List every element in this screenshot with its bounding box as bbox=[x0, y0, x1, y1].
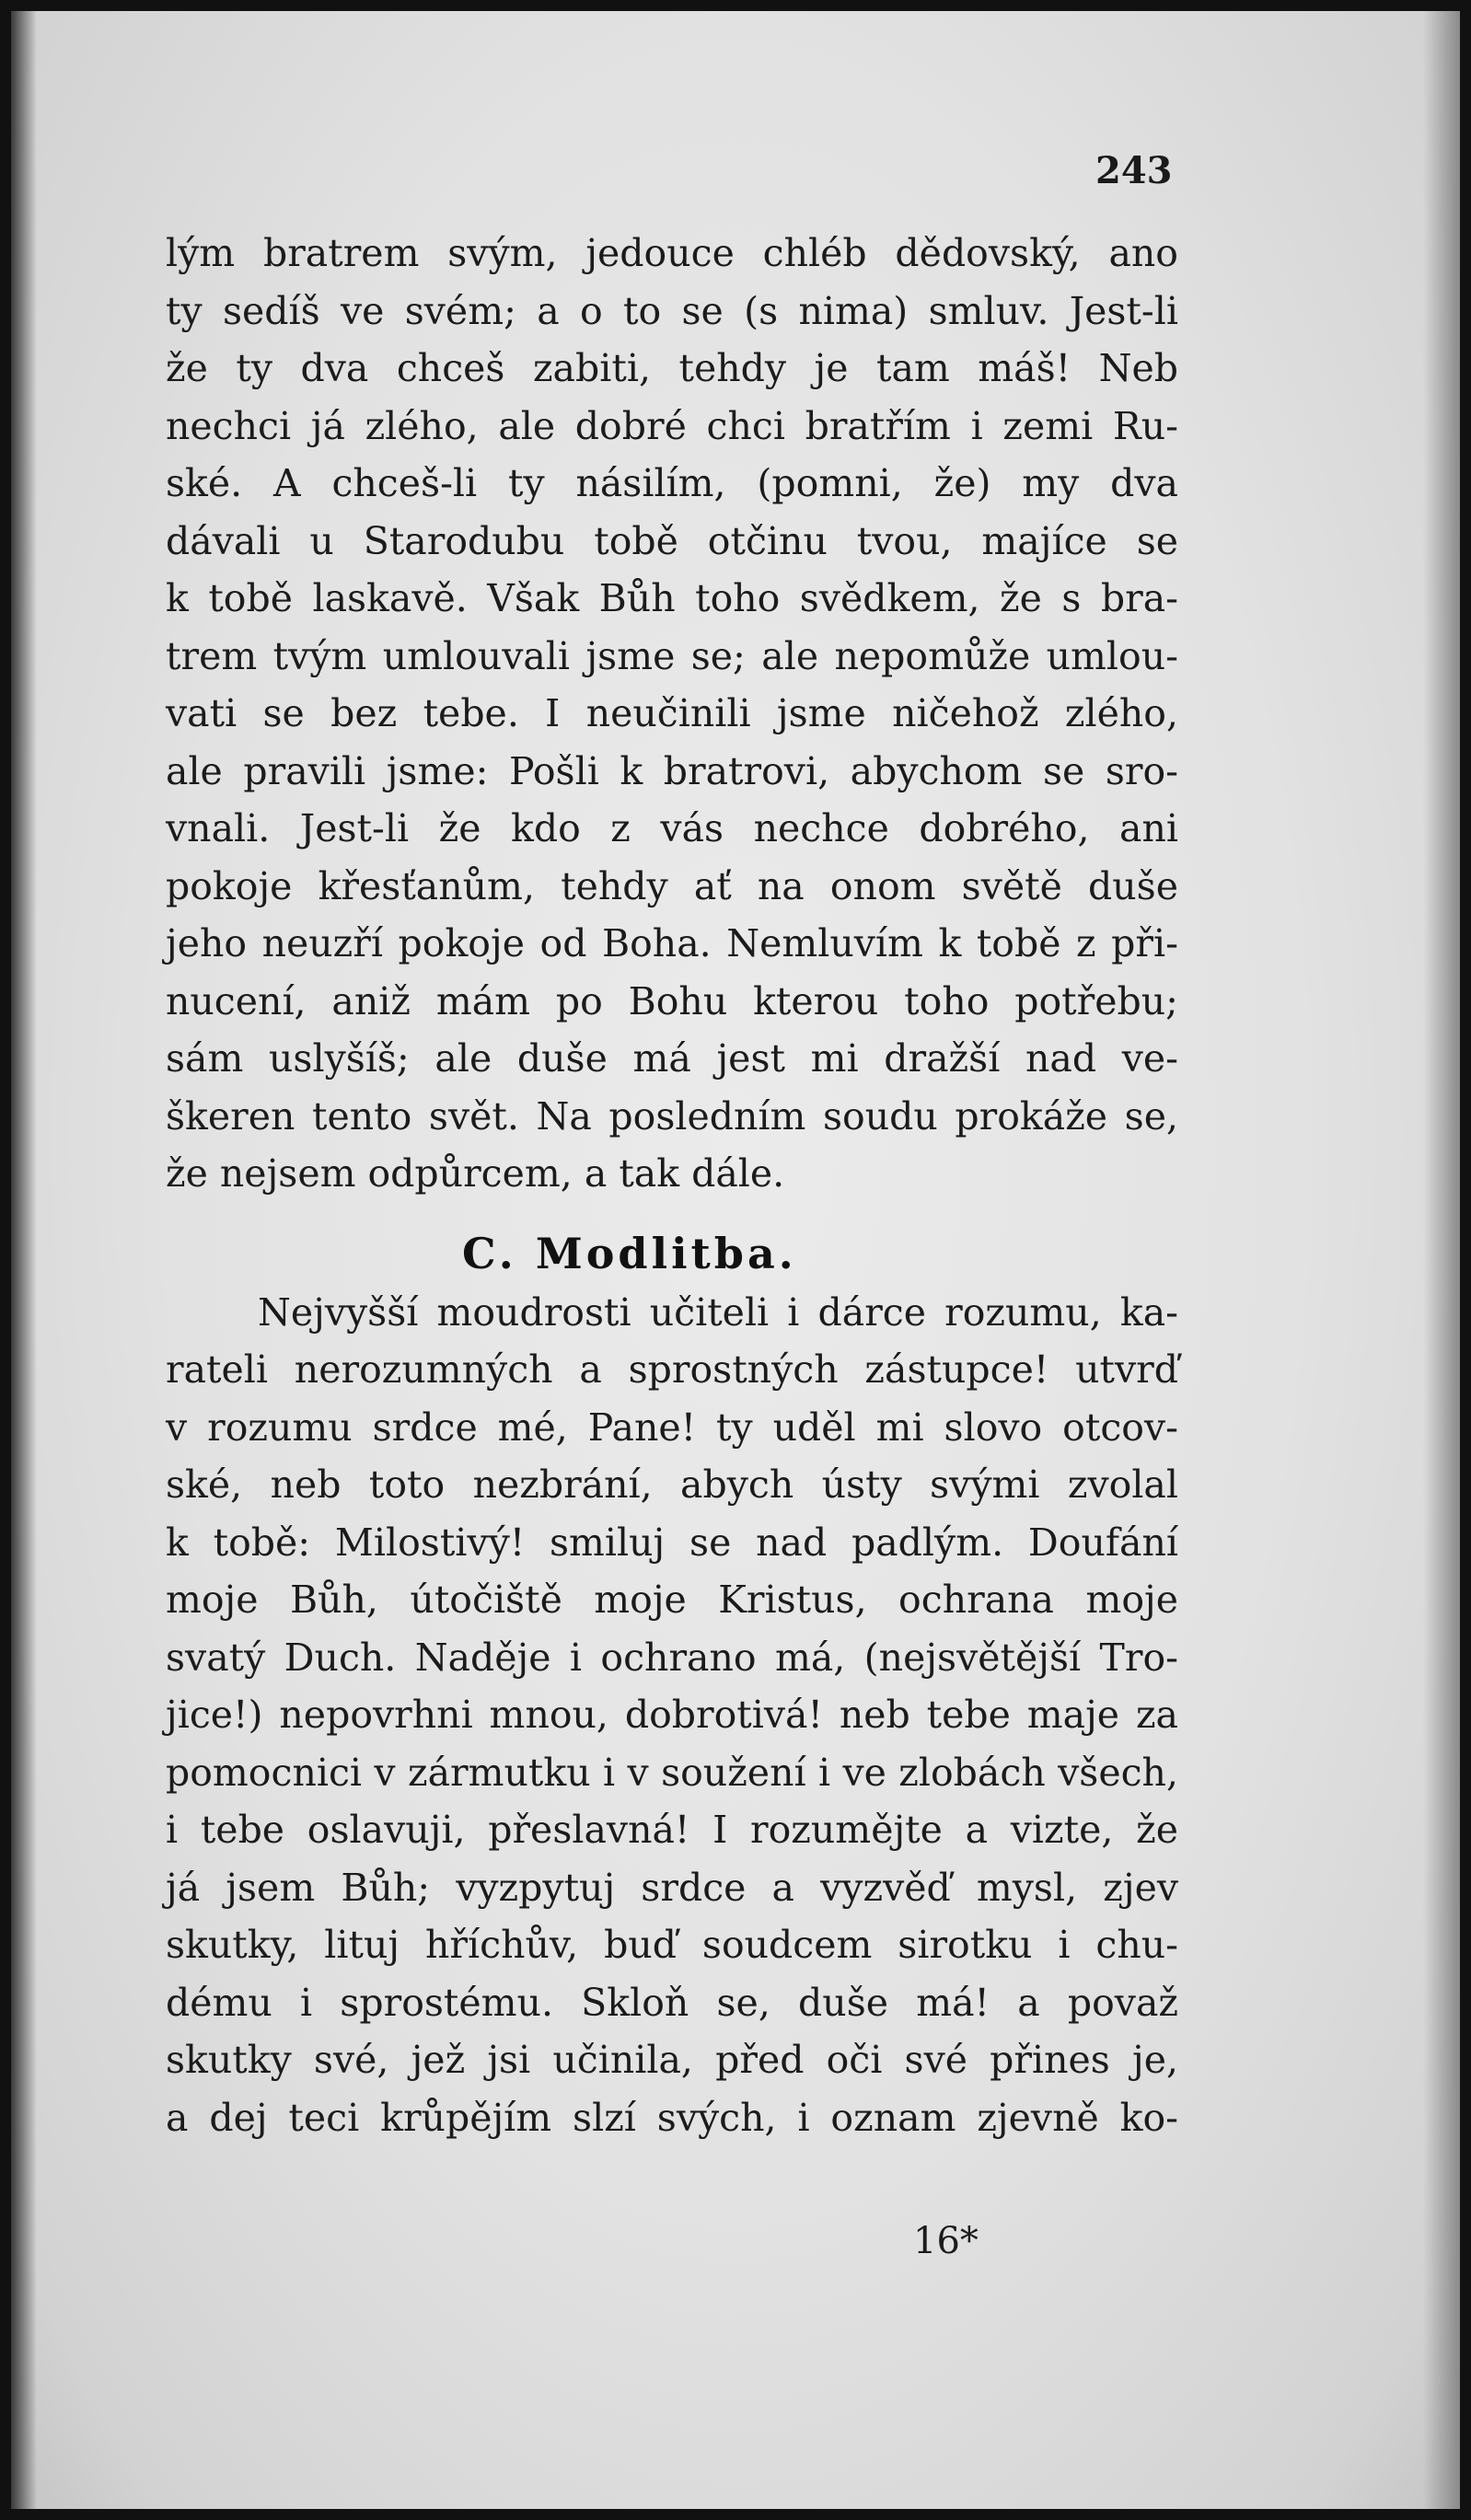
text-line: ské, neb toto nezbrání, abych ústy svými zvolal bbox=[166, 1462, 1178, 1507]
text-line: sám uslyšíš; ale duše má jest mi dražší nad ve- bbox=[166, 1036, 1178, 1081]
text-line: jeho neuzří pokoje od Boha. Nemluvím k tobě z při- bbox=[166, 921, 1178, 965]
page-number: 243 bbox=[1095, 149, 1173, 192]
text-line: skutky, lituj hříchův, buď soudcem sirotku i chu- bbox=[166, 1923, 1178, 1967]
text-line: k tobě laskavě. Však Bůh toho svědkem, že s bra- bbox=[166, 576, 1178, 620]
text-line: škeren tento svět. Na posledním soudu prokáže se, bbox=[166, 1093, 1178, 1139]
text-line: v rozumu srdce mé, Pane! ty uděl mi slovo otcov- bbox=[166, 1404, 1178, 1450]
text-line: ské. A chceš-li ty násilím, (pomni, že) my dva bbox=[166, 461, 1178, 505]
text-line: dému i sprostému. Skloň se, duše má! a považ bbox=[166, 1980, 1178, 2025]
body-text bbox=[166, 225, 1178, 2146]
text-line: trem tvým umlouvali jsme se; ale nepomůže umlou- bbox=[166, 633, 1178, 678]
text-line: i tebe oslavuji, přeslavná! I rozumějte a vizte, že bbox=[166, 1808, 1178, 1852]
text-line: k tobě: Milostivý! smiluj se nad padlým. Doufání bbox=[166, 1520, 1178, 1565]
signature-mark: 16* bbox=[913, 2220, 979, 2262]
text-line: že nejsem odpůrcem, a tak dále. bbox=[166, 1151, 785, 1196]
scanned-page bbox=[11, 11, 1460, 2509]
text-line: moje Bůh, útočiště moje Kristus, ochrana moje bbox=[166, 1578, 1178, 1622]
text-line: nucení, aniž mám po Bohu kterou toho potřebu; bbox=[166, 978, 1178, 1023]
edge-shadow bbox=[1423, 11, 1460, 2509]
text-line: vati se bez tebe. I neučinili jsme ničehož zlého, bbox=[166, 691, 1178, 735]
binding-shadow bbox=[11, 11, 37, 2509]
text-line: Nejvyšší moudrosti učiteli i dárce rozumu, ka- bbox=[258, 1289, 1178, 1335]
text-line: jice!) nepovrhni mnou, dobrotivá! neb tebe maje za bbox=[166, 1693, 1178, 1737]
text-line: rateli nerozumných a sprostných zástupce! utvrď bbox=[166, 1347, 1178, 1392]
text-line: pomocnici v zármutku i v soužení i ve zlobách všech, bbox=[166, 1750, 1178, 1795]
text-line: a dej teci krůpějím slzí svých, i oznam zjevně ko- bbox=[166, 2095, 1178, 2140]
text-line: pokoje křesťanům, tehdy ať na onom světě duše bbox=[166, 863, 1178, 908]
text-line: já jsem Bůh; vyzpytuj srdce a vyzvěď mysl, zjev bbox=[166, 1865, 1178, 1910]
text-line: vnali. Jest-li že kdo z vás nechce dobrého, ani bbox=[166, 806, 1178, 850]
text-line: nechci já zlého, ale dobré chci bratřím i zemi Ru- bbox=[166, 403, 1178, 448]
text-line: lým bratrem svým, jedouce chléb dědovský, ano bbox=[166, 231, 1178, 275]
text-line: ty sedíš ve svém; a o to se (s nima) smluv. Jest-li bbox=[166, 288, 1178, 333]
text-line: že ty dva chceš zabiti, tehdy je tam máš! Neb bbox=[166, 346, 1178, 390]
section-heading: C. Modlitba. bbox=[462, 1228, 797, 1278]
text-line: dávali u Starodubu tobě otčinu tvou, majíce se bbox=[166, 518, 1178, 563]
text-line: ale pravili jsme: Pošli k bratrovi, abychom se sro- bbox=[166, 748, 1178, 793]
text-line: skutky své, jež jsi učinila, před oči své přines je, bbox=[166, 2038, 1178, 2082]
text-line: svatý Duch. Naděje i ochrano má, (nejsvětější Tro- bbox=[166, 1635, 1178, 1680]
